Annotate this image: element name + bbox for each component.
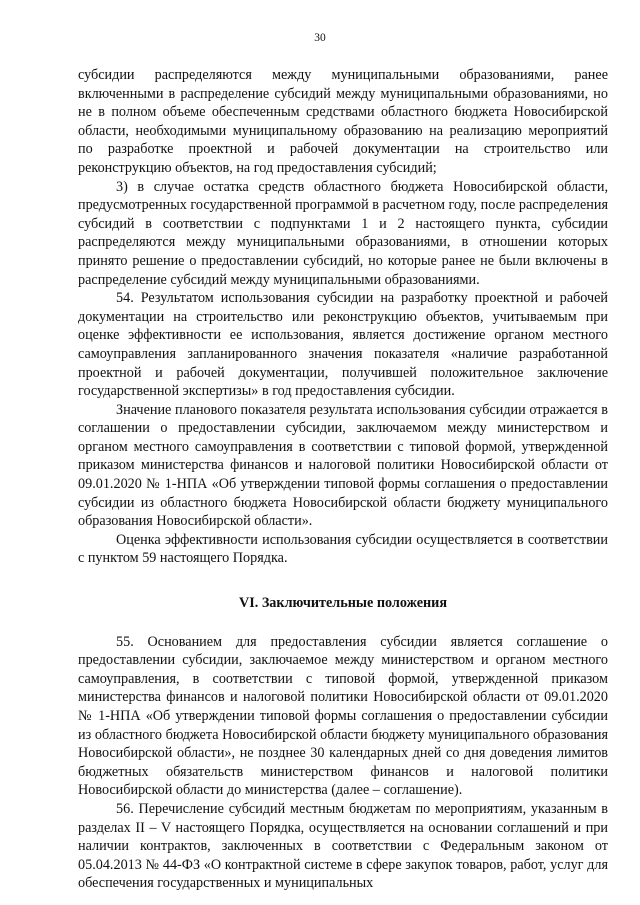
paragraph-54: 54. Результатом использования субсидии на разработку проектной и рабочей документации на строительство или реконструкцию объектов, учитываемым при оценке эффективности ее использования, является достижение органом местного самоуправления запланированного значения показателя «наличие разработанной проектной и рабочей документации, получившей положительное заключение государственной экспертизы» в год предоставления субсидии. (78, 290, 608, 400)
paragraph-evaluation: Оценка эффективности использования субсидии осуществляется в соответствии с пунктом 59 настоящего Порядка. (78, 531, 608, 567)
paragraph-55: 55. Основанием для предоставления субсидии является соглашение о предоставлении субсидии, заключаемое между министерством и органом местного самоуправления, в соответствии с типовой формой, утвержденной приказом министерства финансов и налоговой политики Новосибирской области от 09.01.2020 № 1-НПА «Об утверждении типовой формы соглашения о предоставлении субсидии из областного бюджета Новосибирской области бюджету муниципального образования Новосибирской области», не позднее 30 календарных дней со дня доведения лимитов бюджетных обязательств министерством финансов и налоговой политики Новосибирской области до министерства (далее – соглашение). (78, 633, 608, 799)
document-body (78, 66, 608, 893)
page-number: 30 (314, 32, 326, 44)
paragraph-56: 56. Перечисление субсидий местным бюджетам по мероприятиям, указанным в разделах II – V настоящего Порядка, осуществляется на основании соглашений и при наличии контрактов, заключенных в соответствии с Федеральным законом от 05.04.2013 № 44-ФЗ «О контрактной системе в сфере закупок товаров, работ, услуг для обеспечения государственных и муниципальных (78, 800, 608, 892)
section-heading: VI. Заключительные положения (238, 595, 448, 612)
paragraph-indicator-value: Значение планового показателя результата использования субсидии отражается в соглашении о предоставлении субсидии, заключаемом между министерством и органом местного самоуправления в соответствии с типовой формой, утвержденной приказом министерства финансов и налоговой политики Новосибирской области от 09.01.2020 № 1-НПА «Об утверждении типовой формы соглашения о предоставлении субсидии из областного бюджета Новосибирской области бюджету муниципального образования Новосибирской области». (78, 401, 608, 530)
paragraph-continuation: субсидии распределяются между муниципальными образованиями, ранее включенными в распределение субсидий между муниципальными образованиями, но не в полном объеме обеспеченным средствами областного бюджета Новосибирской области, необходимыми муниципальному образованию на реализацию мероприятий по разработке проектной и рабочей документации на строительство или реконструкцию объектов, на год предоставления субсидий; (78, 67, 608, 176)
paragraph-item-3: 3) в случае остатка средств областного бюджета Новосибирской области, предусмотренных государственной программой в расчетном году, после распределения субсидий в соответствии с подпунктами 1 и 2 настоящего пункта, субсидии распределяются между муниципальными образованиями, в отношении которых принято решение о предоставлении субсидий, но которые ранее не были включены в распределение субсидий между муниципальными образованиями. (78, 178, 608, 288)
